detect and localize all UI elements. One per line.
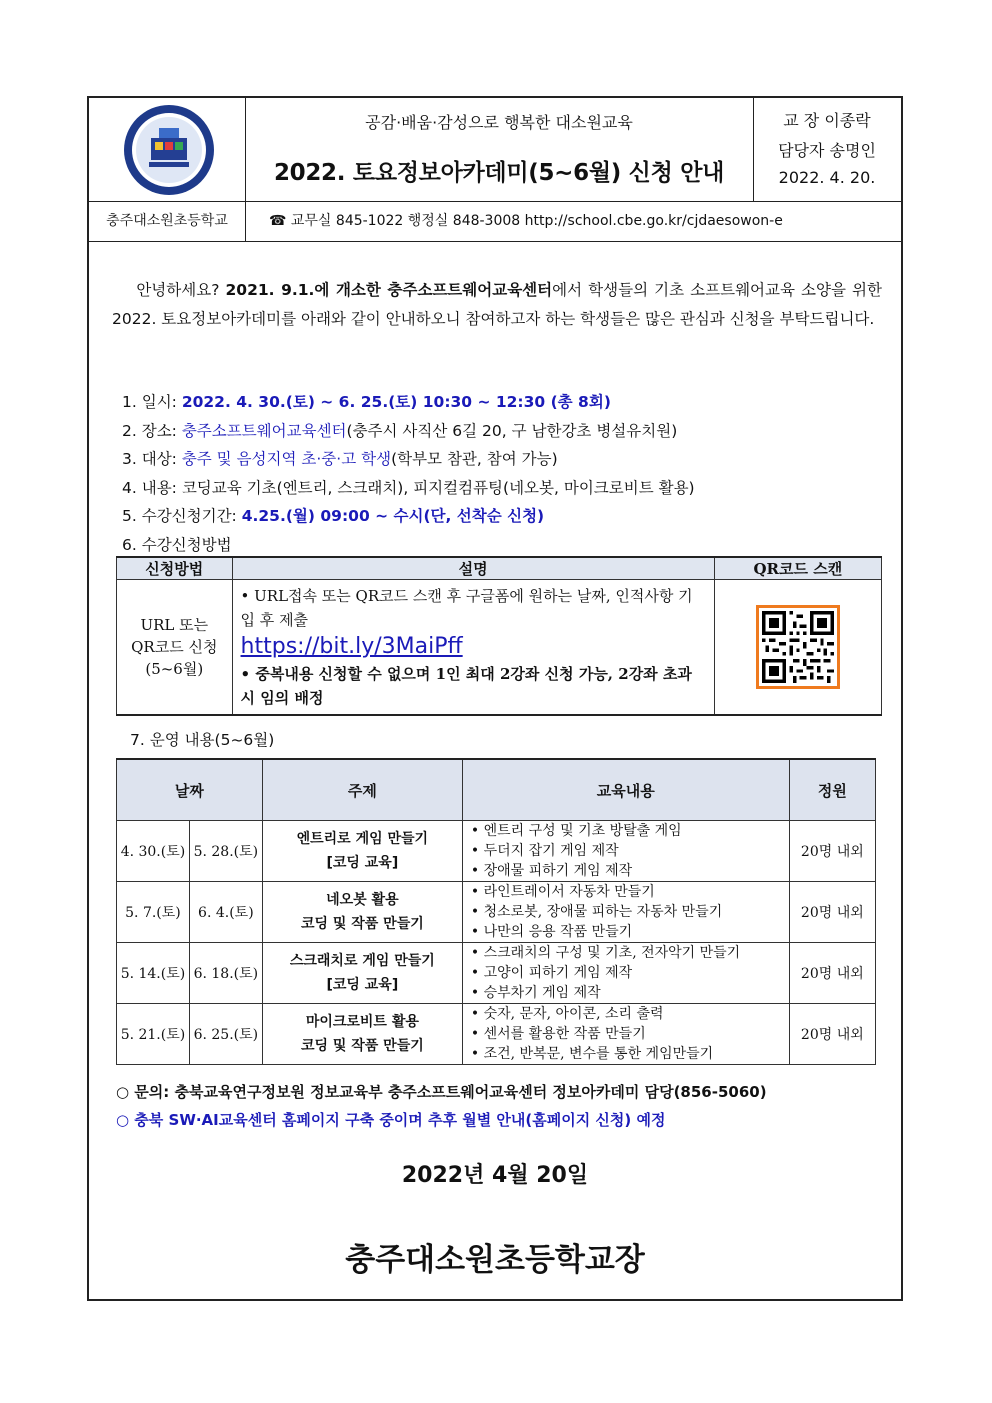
document-date: 2022년 4월 20일 — [401, 1163, 589, 1188]
qr-cell — [714, 580, 881, 716]
page-title: 2022. 토요정보아카데미(5~6월) 신청 안내 — [273, 160, 725, 186]
section-7-title: 7. 운영 내용(5~6월) — [130, 731, 275, 749]
table-header: QR코드 스캔 — [714, 557, 881, 580]
intro-body: 에서 학생들의 기초 소프트웨어교육 소양을 위한 2022. 토요정보아카데미를 아래와 같이 안내하오니 참여하고자 하는 학생들은 많은 관심과 신청을 부탁드립니다. — [112, 281, 882, 328]
apply-table — [116, 556, 882, 716]
header — [89, 98, 901, 202]
school-logo — [121, 102, 217, 198]
intro-highlight: 2021. 9.1.에 개소한 충주소프트웨어교육센터 — [225, 281, 553, 299]
issue-date: 2022. 4. 20. — [778, 168, 876, 187]
intro-paragraph — [112, 276, 882, 334]
list-item: 3. 대상: 충주 및 음성지역 초·중·고 학생(학부모 참관, 참여 가능) — [122, 450, 558, 468]
list-item: 4. 내용: 코딩교육 기초(엔트리, 스크래치), 피지컬컴퓨팅(네오봇, 마이크로비트 활용) — [122, 478, 695, 497]
description-text: • URL접속 또는 QR코드 스캔 후 구글폼에 원하는 날짜, 인적사항 기입 후 제출 — [240, 587, 693, 629]
apply-url-link[interactable]: https://bit.ly/3MaiPff — [240, 634, 463, 659]
table-header: 날짜 — [117, 759, 263, 821]
subheader — [89, 201, 901, 242]
info-list — [122, 388, 695, 559]
table-header: 신청방법 — [117, 557, 233, 580]
list-item: 1. 일시: 2022. 4. 30.(토) ~ 6. 25.(토) 10:30 ~ 12:30 (총 8회) — [122, 393, 611, 411]
logo-cell — [89, 98, 246, 201]
table-row: 4. 30.(토) 5. 28.(토) 엔트리로 게임 만들기 [코딩 교육] • 엔트리 구성 및 기초 방탈출 게임 • 두더지 잡기 게임 제작 • 장애물 피하기 게임 제작 20명 내외 — [117, 821, 876, 882]
contact-info: ☎ 교무실 845-1022 행정실 848-3008 http://school.cbe.go.kr/cjdaesowon-e — [269, 213, 783, 229]
table-row: 5. 21.(토) 6. 25.(토) 마이크로비트 활용 코딩 및 작품 만들기 • 숫자, 문자, 아이콘, 소리 출력 • 센서를 활용한 작품 만들기 • 조건, 반복문, 변수를 통한 게임만들기 20명 내외 — [117, 1004, 876, 1065]
apply-description — [232, 580, 714, 716]
qr-code[interactable] — [756, 605, 840, 689]
signature-cell — [753, 98, 901, 201]
contact-note: ○ 문의: 충북교육연구정보원 정보교육부 충주소프트웨어교육센터 정보아카데미 담당(856-5060) — [116, 1083, 767, 1101]
table-header: 정원 — [789, 759, 875, 821]
homepage-note: ○ 충북 SW·AI교육센터 홈페이지 구축 중이며 추후 월별 안내(홈페이지 신청) 예정 — [116, 1111, 666, 1129]
principal-signature: 충주대소원초등학교장 — [345, 1242, 645, 1278]
table-row: 5. 14.(토) 6. 18.(토) 스크래치로 게임 만들기 [코딩 교육] • 스크래치의 구성 및 기초, 전자악기 만들기 • 고양이 피하기 게임 제작 • 승부차기 게임 제작 20명 내외 — [117, 943, 876, 1004]
intro-greeting: 안녕하세요? — [136, 281, 226, 299]
list-item: 6. 수강신청방법 — [122, 535, 232, 554]
table-header: 주제 — [262, 759, 462, 821]
title-cell — [245, 98, 754, 201]
description-note: • 중복내용 신청할 수 없으며 1인 최대 2강좌 신청 가능, 2강좌 초과시 임의 배정 — [240, 665, 692, 707]
list-item: 2. 장소: 충주소프트웨어교육센터(충주시 사직산 6길 20, 구 남한강초 병설유치원) — [122, 421, 678, 440]
table-header: 설명 — [232, 557, 714, 580]
school-name: 충주대소원초등학교 — [89, 201, 246, 241]
principal-line: 교 장 이종락 — [783, 111, 871, 130]
list-item: 5. 수강신청기간: 4.25.(월) 09:00 ~ 수시(단, 선착순 신청) — [122, 507, 545, 525]
document-frame — [87, 96, 903, 1301]
notes — [116, 1078, 767, 1134]
motto: 공감·배움·감성으로 행복한 대소원교육 — [365, 113, 633, 132]
table-header: 교육내용 — [462, 759, 789, 821]
table-row: 5. 7.(토) 6. 4.(토) 네오봇 활용 코딩 및 작품 만들기 • 라인트레이서 자동차 만들기 • 청소로봇, 장애물 피하는 자동차 만들기 • 나만의 응용 작품 만들기 20명 내외 — [117, 882, 876, 943]
schedule-table — [116, 758, 876, 1065]
manager-line: 담당자 송명인 — [778, 141, 876, 160]
apply-method: URL 또는 QR코드 신청 (5~6월) — [117, 580, 233, 716]
